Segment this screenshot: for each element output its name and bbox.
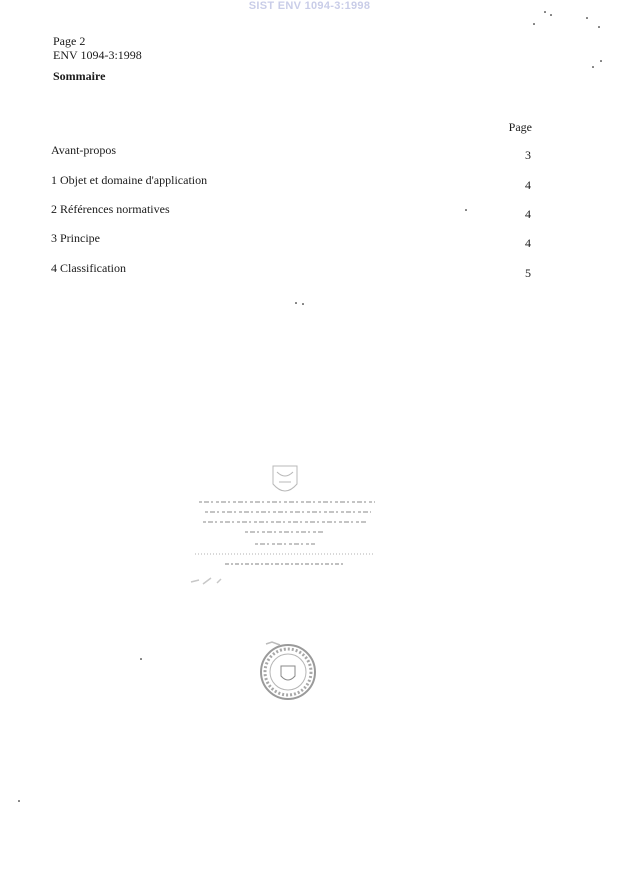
scan-speck [592,66,594,68]
library-stamp-with-crest-icon [185,460,385,590]
toc-entry-title: Avant-propos [51,143,117,157]
toc-entry-page: 3 [525,148,531,162]
toc-entry-title: 1 Objet et domaine d'application [51,173,208,187]
scan-speck [586,17,588,19]
watermark: SIST ENV 1094-3:1998 [248,0,371,12]
round-seal-icon [250,640,322,702]
toc-entry-page: 4 [525,178,531,192]
scan-speck [598,26,600,28]
toc-entry [51,261,531,280]
page-title: Sommaire [53,69,106,83]
toc-entry-page: 4 [525,207,531,221]
scan-speck [302,303,304,305]
toc-entry-title: 2 Références normatives [51,202,170,216]
standard-reference: ENV 1094-3:1998 [53,48,142,62]
scan-speck [533,23,535,25]
toc-entry-page: 5 [525,266,531,280]
scan-speck [465,209,467,211]
toc-entry-page: 4 [525,236,531,250]
scan-speck [295,302,297,304]
scan-speck [18,800,20,802]
toc-entry [51,231,531,250]
toc-entry-title: 4 Classification [51,261,126,275]
scan-speck [550,14,552,16]
page-column-header: Page [508,120,532,134]
toc-entry [51,143,531,162]
toc-entry [51,173,531,192]
scan-speck [544,11,546,13]
scan-speck [600,60,602,62]
toc-entry-title: 3 Principe [51,231,100,245]
scan-speck [140,658,142,660]
page-number: Page 2 [53,34,86,48]
toc-entry [51,202,531,221]
